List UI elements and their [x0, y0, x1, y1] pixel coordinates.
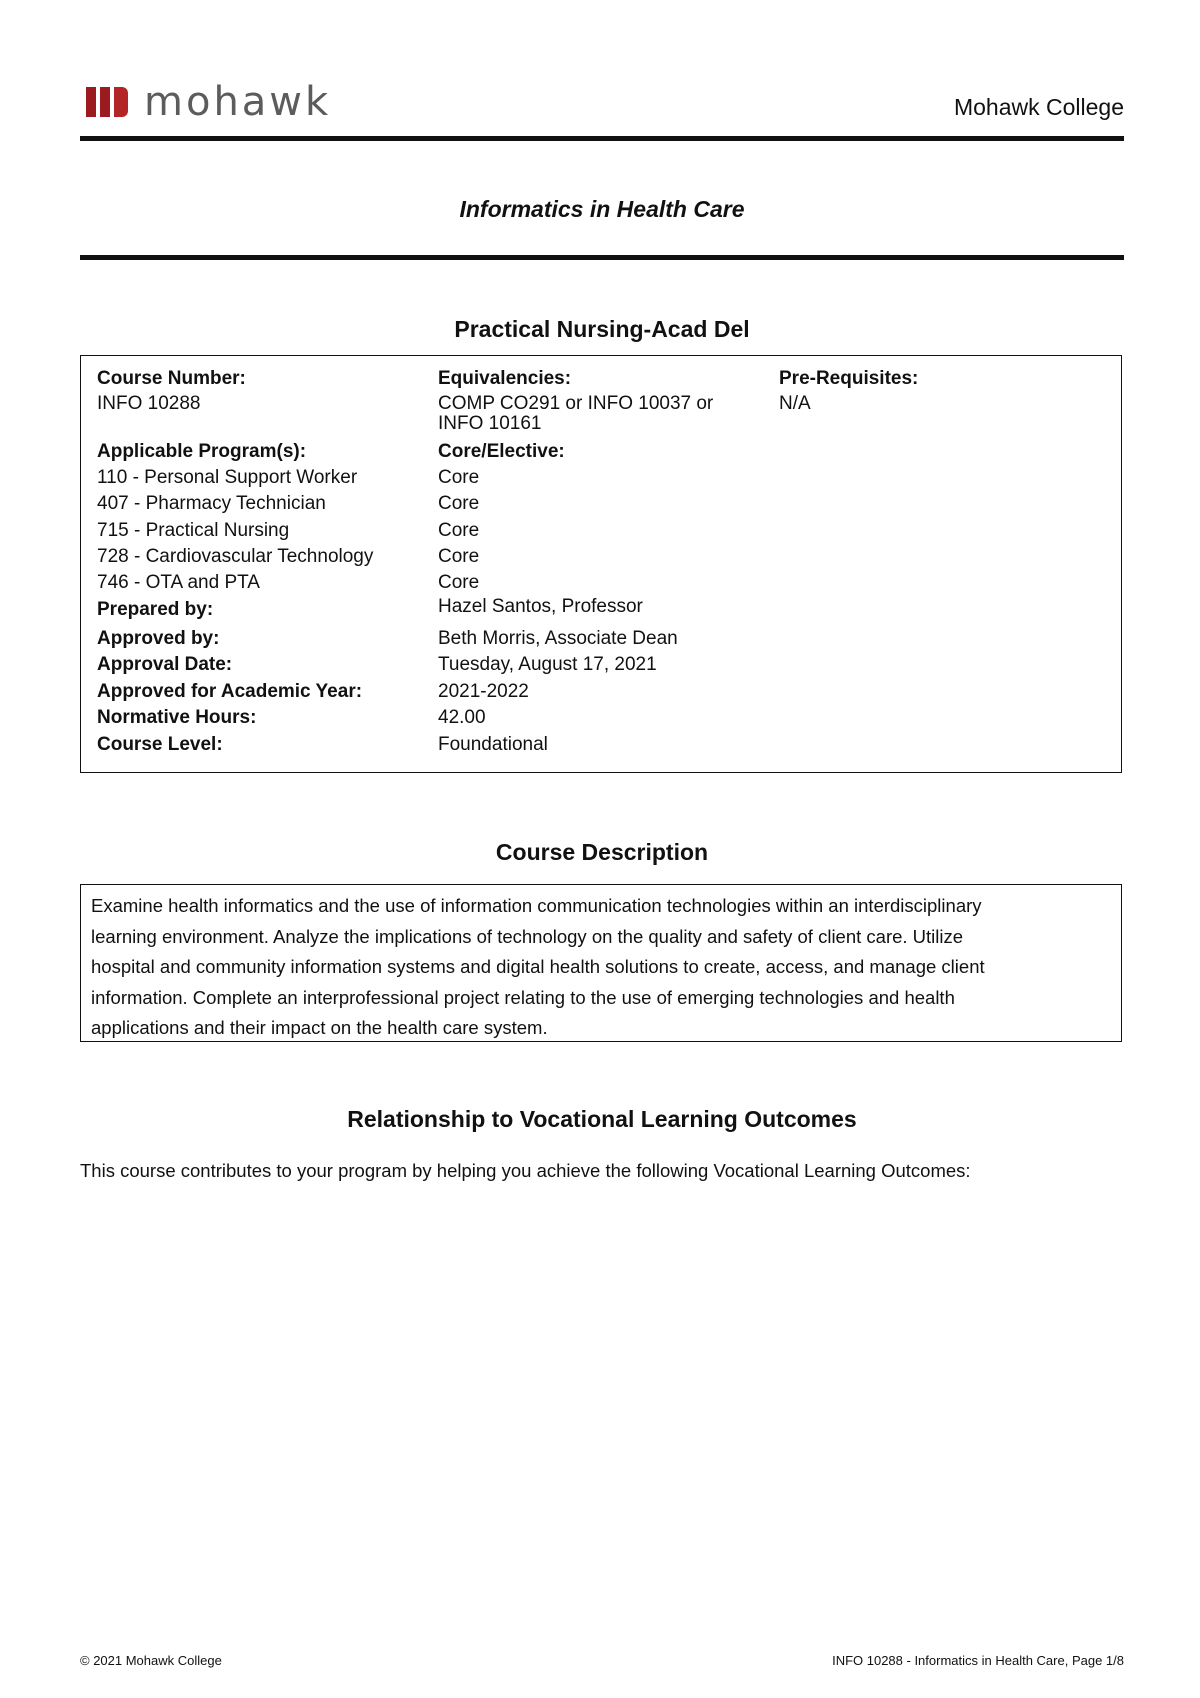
equivalencies-value-line2: INFO 10161	[438, 413, 542, 434]
description-line: applications and their impact on the health care system.	[91, 1017, 548, 1038]
program-row-name: 728 - Cardiovascular Technology	[97, 546, 374, 567]
program-row-type: Core	[438, 520, 480, 541]
program-row-name: 715 - Practical Nursing	[97, 520, 290, 541]
program-title: Practical Nursing-Acad Del	[454, 316, 750, 342]
normative-hours-label: Normative Hours:	[97, 707, 257, 728]
course-number-label: Course Number:	[97, 368, 246, 389]
program-row-type: Core	[438, 546, 480, 567]
college-name: Mohawk College	[953, 94, 1124, 120]
logo-wordmark: mohawk	[144, 79, 332, 125]
description-line: information. Complete an interprofessional project relating to the use of emerging technologies and health	[91, 986, 955, 1008]
vocational-outcomes-intro: This course contributes to your program by helping you achieve the following Vocational Learning Outcomes:	[80, 1160, 971, 1181]
academic-year-label: Approved for Academic Year:	[97, 681, 363, 702]
prepared-by-label: Prepared by:	[97, 599, 214, 620]
program-row-type: Core	[438, 572, 480, 593]
description-line: Examine health informatics and the use of information communication technologies within an interdisciplinary	[91, 895, 982, 916]
course-info-box	[80, 355, 1122, 773]
logo-bars-icon	[86, 87, 128, 117]
academic-year-value: 2021-2022	[438, 681, 529, 702]
equivalencies-value-line1: COMP CO291 or INFO 10037 or	[438, 393, 714, 414]
equivalencies-label: Equivalencies:	[438, 368, 572, 389]
approved-by-value: Beth Morris, Associate Dean	[438, 628, 678, 649]
program-row-name: 746 - OTA and PTA	[97, 572, 260, 593]
prerequisites-value: N/A	[779, 393, 811, 414]
core-elective-label: Core/Elective:	[438, 441, 565, 462]
program-row-type: Core	[438, 467, 480, 488]
footer-copyright: © 2021 Mohawk College	[80, 1653, 222, 1668]
footer-page-info: INFO 10288 - Informatics in Health Care, Page 1/8	[832, 1653, 1124, 1668]
prepared-by-value: Hazel Santos, Professor	[438, 596, 643, 617]
course-level-label: Course Level:	[97, 734, 223, 755]
mohawk-logo	[86, 79, 332, 125]
program-row-name: 110 - Personal Support Worker	[97, 467, 358, 488]
header-rule	[80, 136, 1124, 141]
applicable-programs-label: Applicable Program(s):	[97, 441, 307, 462]
course-description-title: Course Description	[495, 839, 709, 865]
approved-by-label: Approved by:	[97, 628, 220, 649]
vocational-outcomes-title: Relationship to Vocational Learning Outcomes	[347, 1106, 857, 1132]
description-line: learning environment. Analyze the implications of technology on the quality and safety of client care. Utilize	[91, 925, 964, 947]
description-line: hospital and community information systems and digital health solutions to create, access, and manage client	[91, 956, 985, 977]
program-row-type: Core	[438, 493, 480, 514]
title-rule	[80, 255, 1124, 260]
document-title: Informatics in Health Care	[459, 196, 745, 222]
program-row-name: 407 - Pharmacy Technician	[97, 493, 326, 514]
course-level-value: Foundational	[438, 734, 548, 755]
approval-date-value: Tuesday, August 17, 2021	[438, 654, 657, 675]
approval-date-label: Approval Date:	[97, 654, 233, 675]
normative-hours-value: 42.00	[438, 707, 486, 728]
course-number-value: INFO 10288	[97, 393, 201, 414]
prerequisites-label: Pre-Requisites:	[779, 368, 919, 389]
course-description-box	[80, 884, 1122, 1042]
